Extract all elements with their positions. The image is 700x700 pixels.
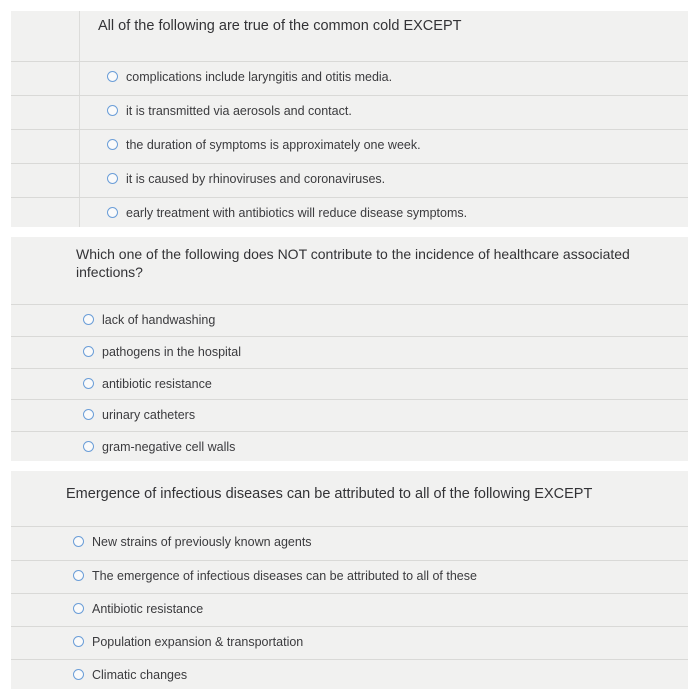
answer-option[interactable] (11, 593, 688, 623)
question-text: All of the following are true of the common cold EXCEPT (98, 18, 462, 34)
answer-option[interactable] (11, 368, 688, 398)
question-text: Emergence of infectious diseases can be attributed to all of the following EXCEPT (66, 486, 593, 502)
answer-option[interactable] (11, 336, 688, 366)
answer-option-label: lack of handwashing (102, 312, 216, 327)
radio-button-icon[interactable] (73, 603, 84, 614)
answer-option[interactable] (11, 129, 688, 159)
answer-option[interactable] (11, 399, 688, 429)
answer-option[interactable] (11, 163, 688, 193)
answer-option[interactable] (11, 304, 688, 334)
question-card-2 (11, 237, 688, 461)
answer-option-label: pathogens in the hospital (102, 344, 241, 359)
question-card-1 (11, 11, 688, 227)
answer-option-label: Population expansion & transportation (92, 634, 304, 649)
question-card-3 (11, 471, 688, 689)
radio-button-icon[interactable] (107, 105, 118, 116)
radio-button-icon[interactable] (107, 139, 118, 150)
answer-option-label: Antibiotic resistance (92, 601, 204, 616)
radio-button-icon[interactable] (83, 441, 94, 452)
answer-option-label: antibiotic resistance (102, 376, 212, 391)
radio-button-icon[interactable] (107, 71, 118, 82)
answer-option-label: it is caused by rhinoviruses and coronaviruses. (126, 171, 386, 186)
answer-option[interactable] (11, 659, 688, 689)
answer-option[interactable] (11, 560, 688, 590)
question-text: Which one of the following does NOT contribute to the incidence of healthcare associated infections? (76, 246, 630, 280)
answer-option[interactable] (11, 61, 688, 91)
answer-option-label: Climatic changes (92, 667, 188, 682)
radio-button-icon[interactable] (73, 570, 84, 581)
radio-button-icon[interactable] (107, 173, 118, 184)
answer-option-label: New strains of previously known agents (92, 534, 312, 549)
radio-button-icon[interactable] (73, 536, 84, 547)
radio-button-icon[interactable] (73, 669, 84, 680)
answer-option-label: complications include laryngitis and otitis media. (126, 69, 393, 84)
answer-option[interactable] (11, 526, 688, 556)
answer-option[interactable] (11, 626, 688, 656)
radio-button-icon[interactable] (83, 409, 94, 420)
radio-button-icon[interactable] (83, 314, 94, 325)
answer-option-label: gram-negative cell walls (102, 439, 236, 454)
answer-option[interactable] (11, 197, 688, 227)
answer-option-label: it is transmitted via aerosols and contact. (126, 103, 352, 118)
answer-option[interactable] (11, 95, 688, 125)
answer-option-label: The emergence of infectious diseases can be attributed to all of these (92, 568, 477, 583)
answer-option-label: urinary catheters (102, 407, 196, 422)
radio-button-icon[interactable] (107, 207, 118, 218)
answer-option-label: the duration of symptoms is approximately one week. (126, 137, 421, 152)
radio-button-icon[interactable] (83, 346, 94, 357)
radio-button-icon[interactable] (83, 378, 94, 389)
radio-button-icon[interactable] (73, 636, 84, 647)
answer-option[interactable] (11, 431, 688, 461)
answer-option-label: early treatment with antibiotics will reduce disease symptoms. (126, 205, 468, 220)
